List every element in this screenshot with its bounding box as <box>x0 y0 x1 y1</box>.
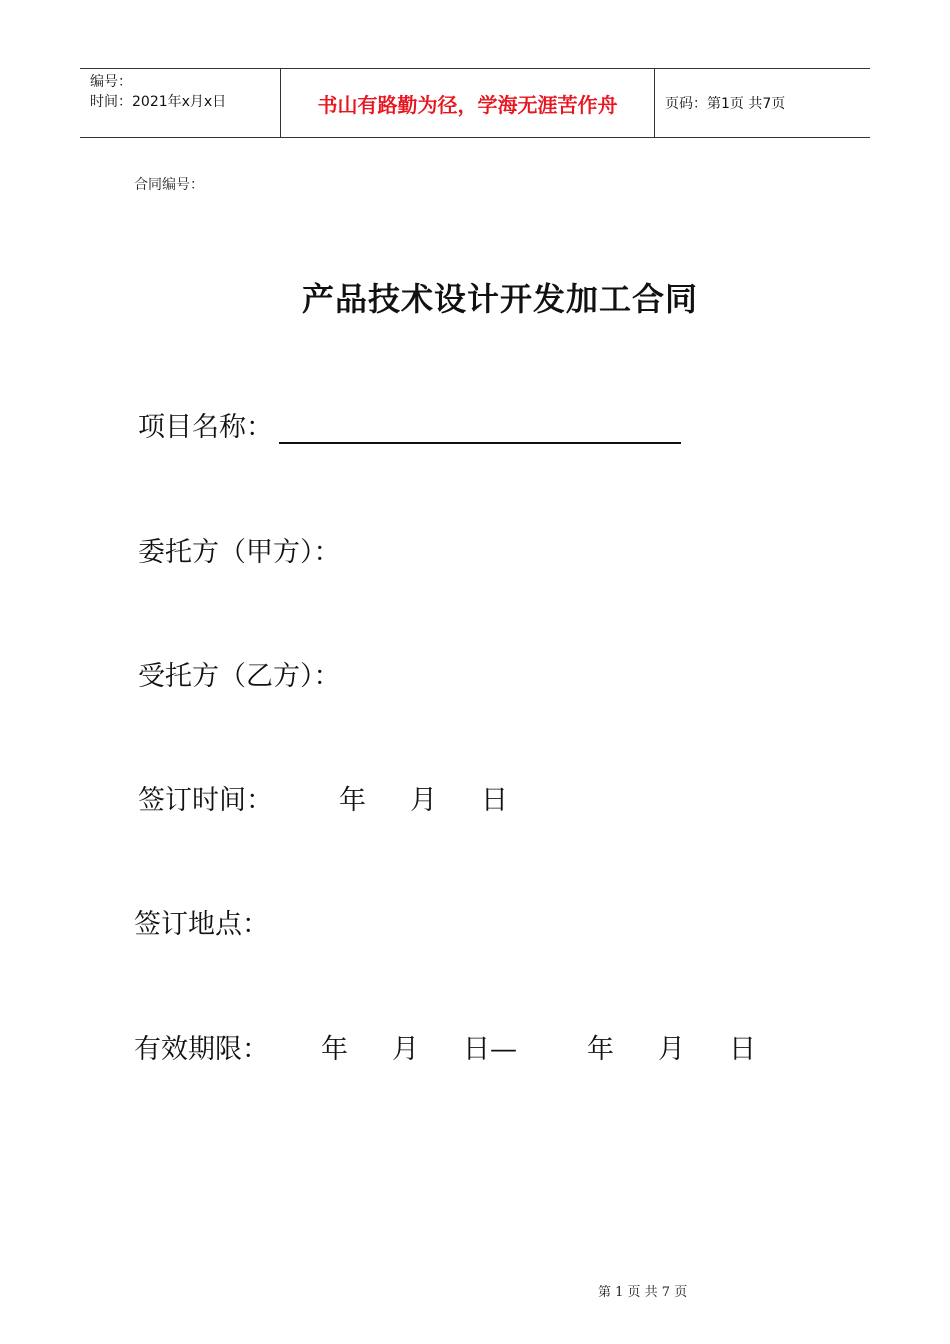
validity-end-year: 年 <box>587 1034 614 1065</box>
validity-end-month: 月 <box>658 1034 685 1065</box>
sign-year-unit: 年 <box>339 785 366 816</box>
validity-end-day: 日 <box>729 1034 756 1065</box>
contractor-row <box>138 654 341 693</box>
validity-start-month: 月 <box>392 1034 419 1065</box>
contract-number-label: 合同编号： <box>134 177 204 193</box>
validity-start-year: 年 <box>321 1034 348 1065</box>
sign-place-row <box>134 902 269 941</box>
client-row <box>138 530 341 569</box>
validity-label: 有效期限： <box>134 1034 269 1065</box>
page-footer: 第 1 页 共 7 页 <box>598 1285 688 1300</box>
project-name-row <box>138 405 681 444</box>
validity-row <box>134 1027 756 1066</box>
sign-time-label: 签订时间： <box>138 785 273 816</box>
sign-month-unit: 月 <box>410 785 437 816</box>
project-name-blank[interactable] <box>279 412 681 444</box>
sign-place-label: 签订地点： <box>134 909 269 940</box>
header-page-info: 页码：第1页 共7页 <box>665 96 786 112</box>
project-name-label: 项目名称： <box>138 412 273 443</box>
header-number-label: 编号： <box>90 74 132 90</box>
header-meta <box>80 69 281 137</box>
sign-time-row <box>138 778 508 817</box>
header-motto: 书山有路勤为径，学海无涯苦作舟 <box>281 69 655 137</box>
validity-start-day: 日— <box>463 1034 517 1065</box>
document-title: 产品技术设计开发加工合同 <box>301 280 698 318</box>
client-label: 委托方（甲方）： <box>138 537 341 568</box>
header-time-label: 时间：2021年x月x日 <box>90 94 227 110</box>
page-header <box>80 68 870 138</box>
sign-day-unit: 日 <box>481 785 508 816</box>
contractor-label: 受托方（乙方）： <box>138 661 341 692</box>
